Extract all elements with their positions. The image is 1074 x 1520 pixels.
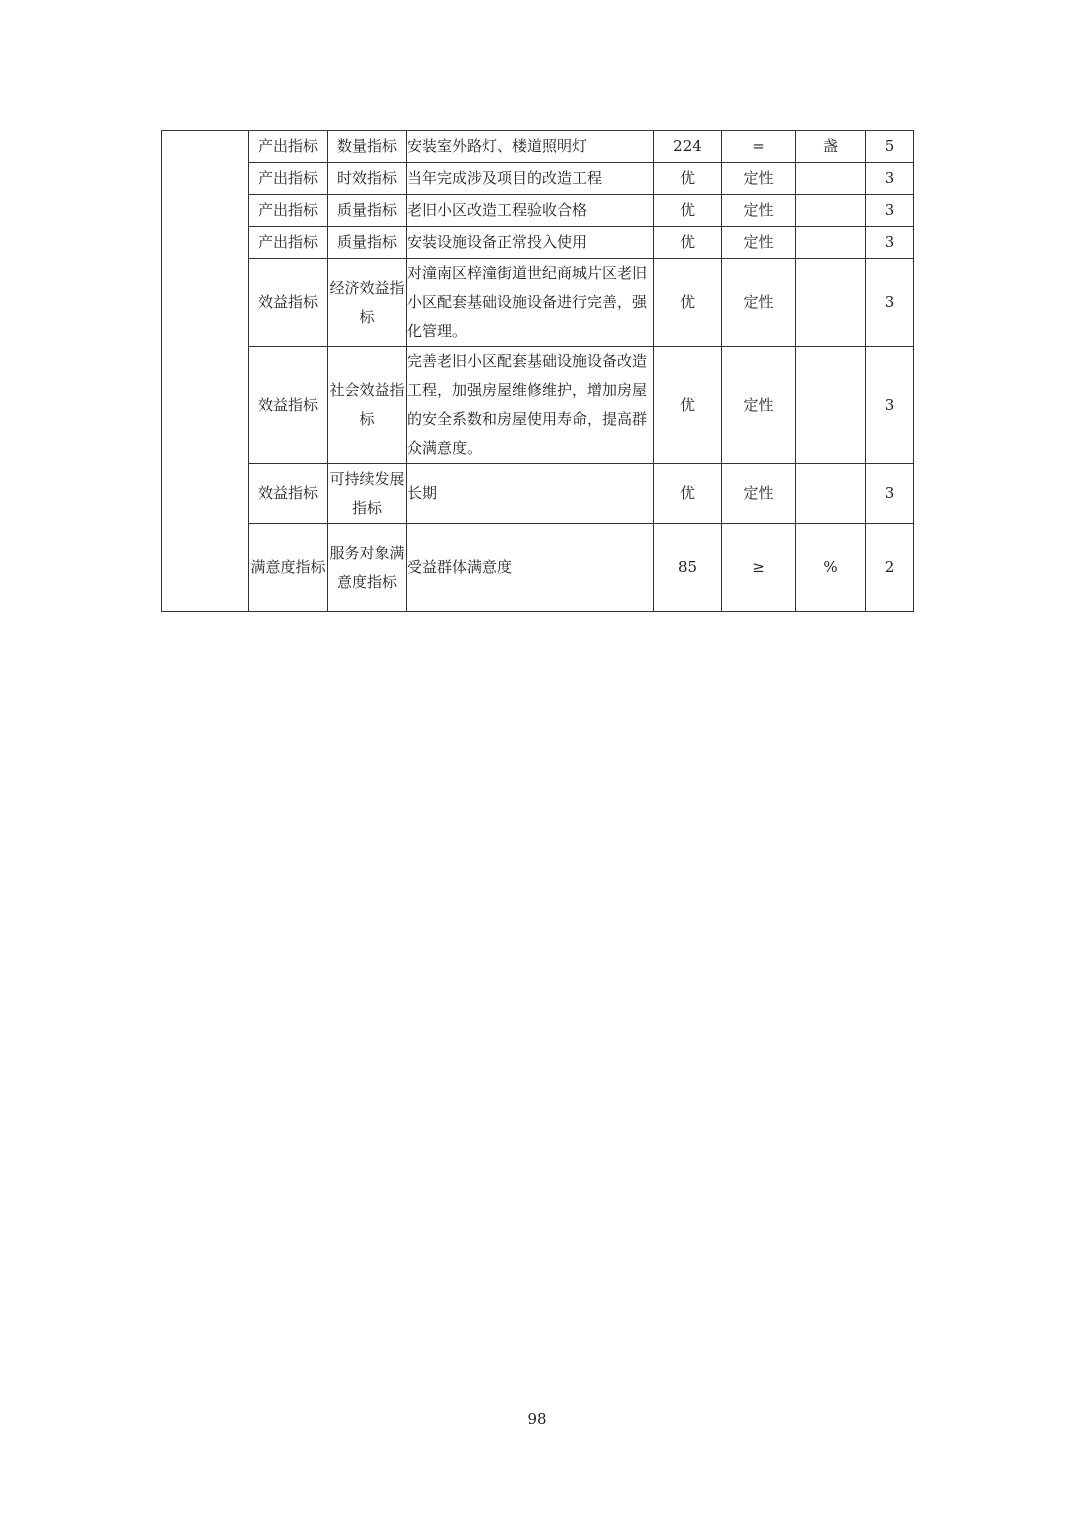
content-cell: 长期	[407, 464, 654, 524]
score-cell: 3	[866, 347, 914, 464]
value-cell: 优	[654, 195, 722, 227]
level1-cell: 产出指标	[249, 227, 328, 259]
value-cell: 224	[654, 131, 722, 163]
value-cell: 优	[654, 259, 722, 347]
content-cell: 当年完成涉及项目的改造工程	[407, 163, 654, 195]
score-cell: 3	[866, 464, 914, 524]
table-row	[162, 195, 914, 227]
value-cell: 优	[654, 464, 722, 524]
content-cell: 安装设施设备正常投入使用	[407, 227, 654, 259]
score-cell: 3	[866, 227, 914, 259]
level1-cell: 满意度指标	[249, 524, 328, 612]
level2-cell: 社会效益指标	[328, 347, 407, 464]
page-number: 98	[527, 1410, 547, 1428]
operator-cell: 定性	[722, 259, 796, 347]
level2-cell: 服务对象满意度指标	[328, 524, 407, 612]
value-cell: 优	[654, 347, 722, 464]
level1-cell: 产出指标	[249, 131, 328, 163]
unit-cell	[796, 259, 866, 347]
performance-indicator-table	[161, 130, 914, 612]
content-cell: 完善老旧小区配套基础设施设备改造工程，加强房屋维修维护，增加房屋的安全系数和房屋使用寿命，提高群众满意度。	[407, 347, 654, 464]
operator-cell: 定性	[722, 195, 796, 227]
level2-cell: 数量指标	[328, 131, 407, 163]
table-row	[162, 259, 914, 347]
level2-cell: 经济效益指标	[328, 259, 407, 347]
operator-cell: =	[722, 131, 796, 163]
level1-cell: 效益指标	[249, 347, 328, 464]
level2-cell: 时效指标	[328, 163, 407, 195]
unit-cell	[796, 464, 866, 524]
level1-cell: 效益指标	[249, 464, 328, 524]
unit-cell	[796, 163, 866, 195]
operator-cell: 定性	[722, 227, 796, 259]
value-cell: 优	[654, 227, 722, 259]
table-row	[162, 347, 914, 464]
operator-cell: 定性	[722, 464, 796, 524]
content-cell: 对潼南区梓潼街道世纪商城片区老旧小区配套基础设施设备进行完善，强化管理。	[407, 259, 654, 347]
level1-cell: 产出指标	[249, 163, 328, 195]
score-cell: 3	[866, 259, 914, 347]
table-row	[162, 524, 914, 612]
content-cell: 老旧小区改造工程验收合格	[407, 195, 654, 227]
unit-cell: %	[796, 524, 866, 612]
content-cell: 安装室外路灯、楼道照明灯	[407, 131, 654, 163]
operator-cell: 定性	[722, 347, 796, 464]
score-cell: 3	[866, 163, 914, 195]
unit-cell	[796, 227, 866, 259]
table-row	[162, 131, 914, 163]
operator-cell: ≥	[722, 524, 796, 612]
level2-cell: 可持续发展指标	[328, 464, 407, 524]
score-cell: 3	[866, 195, 914, 227]
unit-cell	[796, 347, 866, 464]
value-cell: 85	[654, 524, 722, 612]
content-cell: 受益群体满意度	[407, 524, 654, 612]
level1-cell: 效益指标	[249, 259, 328, 347]
table-row	[162, 464, 914, 524]
score-cell: 2	[866, 524, 914, 612]
level1-cell: 产出指标	[249, 195, 328, 227]
level2-cell: 质量指标	[328, 227, 407, 259]
value-cell: 优	[654, 163, 722, 195]
table-row	[162, 227, 914, 259]
table-row	[162, 163, 914, 195]
unit-cell: 盏	[796, 131, 866, 163]
score-cell: 5	[866, 131, 914, 163]
operator-cell: 定性	[722, 163, 796, 195]
merged-blank-cell	[162, 131, 249, 612]
level2-cell: 质量指标	[328, 195, 407, 227]
unit-cell	[796, 195, 866, 227]
